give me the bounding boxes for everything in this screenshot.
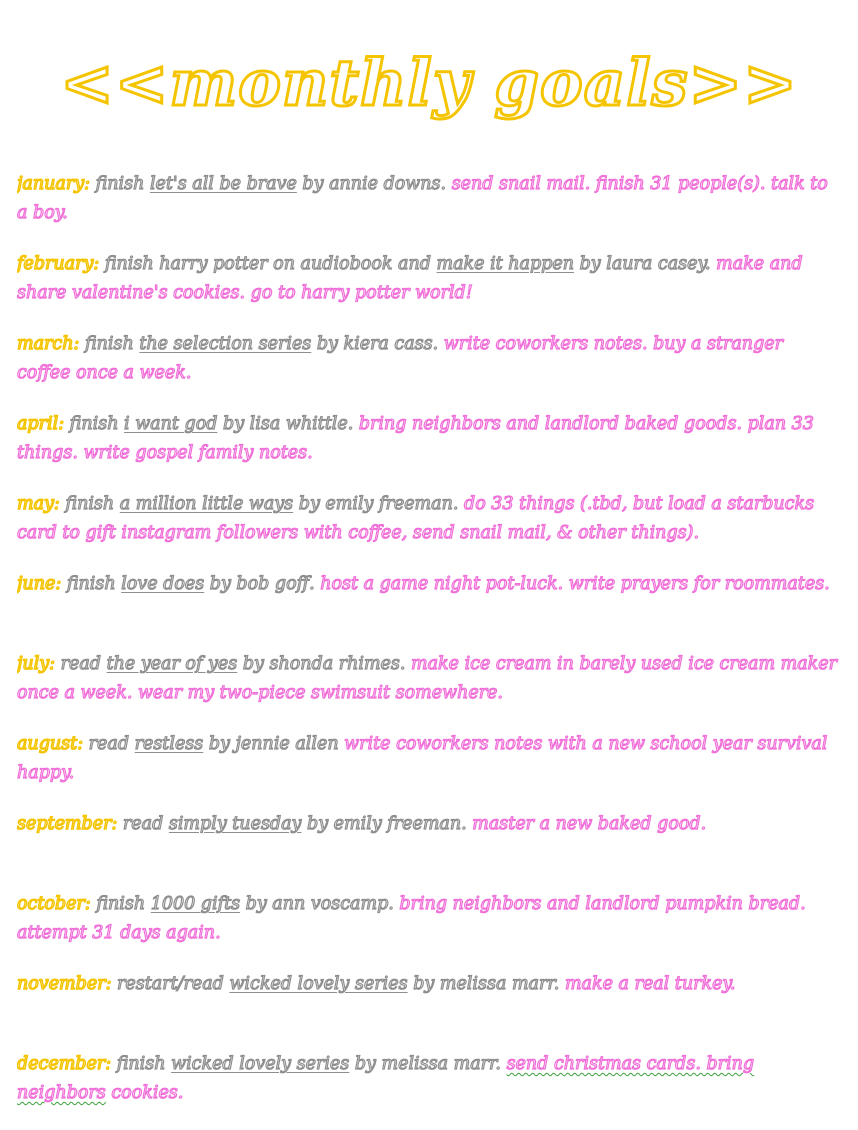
month-goals: host a game night pot-luck. write prayers for roommates. [320, 574, 830, 594]
month-entry-june [17, 570, 839, 650]
month-goals: master a new baked good. [472, 814, 707, 834]
reading-prefix: finish harry potter on audiobook and [104, 254, 431, 274]
month-label: march: [17, 334, 80, 354]
month-label: july: [17, 654, 56, 674]
month-entry-january [17, 170, 839, 250]
month-goals: bring neighbors and landlord baked goods. plan 33 things. write gospel family notes. [17, 414, 814, 463]
book-title: 1000 gifts [150, 894, 241, 914]
reading-prefix: read [60, 654, 102, 674]
book-title: wicked lovely series [229, 974, 408, 994]
month-goals: cookies. [111, 1083, 184, 1103]
month-goals: make ice cream in barely used ice cream maker once a week. wear my two-piece swimsuit somewhere. [17, 654, 838, 703]
month-entry-november [17, 970, 839, 1050]
book-title: let's all be brave [149, 174, 297, 194]
book-title: wicked lovely series [171, 1054, 350, 1074]
book-author: by laura casey. [579, 254, 711, 274]
book-author: by melissa marr. [413, 974, 560, 994]
reading-prefix: read [122, 814, 164, 834]
month-entry-march [17, 330, 839, 410]
month-label: april: [17, 414, 65, 434]
month-goals: bring neighbors and landlord pumpkin bread. attempt 31 days again. [17, 894, 806, 943]
book-author: by annie downs. [302, 174, 447, 194]
month-goals: write coworkers notes with a new school year survival happy. [17, 734, 828, 783]
book-author: by emily freeman. [298, 494, 459, 514]
reading-prefix: finish [65, 494, 115, 514]
reading-prefix: finish [95, 174, 145, 194]
month-goals: do 33 things (.tbd, but load a starbucks card to gift instagram followers with coffee, send snail mail, & other things). [17, 494, 815, 543]
book-title: simply tuesday [168, 814, 302, 834]
month-goals: make and share valentine's cookies. go to harry potter world! [17, 254, 803, 303]
month-entry-august [17, 730, 839, 810]
reading-prefix: read [88, 734, 130, 754]
month-label: october: [17, 894, 91, 914]
month-label: may: [17, 494, 60, 514]
book-title: love does [121, 574, 205, 594]
book-title: a million little ways [119, 494, 294, 514]
book-author: by kiera cass. [316, 334, 439, 354]
reading-prefix: finish [69, 414, 119, 434]
month-label: november: [17, 974, 112, 994]
book-title: make it happen [436, 254, 574, 274]
book-title: the selection series [139, 334, 312, 354]
monthly-goals-list [17, 170, 839, 1130]
book-title: the year of yes [106, 654, 238, 674]
month-label: august: [17, 734, 84, 754]
month-label: february: [17, 254, 100, 274]
reading-prefix: finish [96, 894, 146, 914]
reading-prefix: finish [116, 1054, 166, 1074]
month-goals: make a real turkey. [564, 974, 736, 994]
month-label: september: [17, 814, 118, 834]
page-title: <<monthly goals>> [60, 46, 798, 121]
month-entry-september [17, 810, 839, 890]
reading-prefix: finish [66, 574, 116, 594]
month-entry-december [17, 1050, 839, 1130]
month-goals-spellcheck-marked: send christmas cards. bring neighbors [17, 1054, 755, 1103]
book-author: by bob goff. [209, 574, 315, 594]
book-author: by emily freeman. [307, 814, 467, 834]
reading-prefix: restart/read [117, 974, 224, 994]
month-label: december: [17, 1054, 112, 1074]
book-author: by ann voscamp. [245, 894, 394, 914]
month-label: january: [17, 174, 90, 194]
month-entry-february [17, 250, 839, 330]
month-entry-october [17, 890, 839, 970]
month-entry-may [17, 490, 839, 570]
month-entry-april [17, 410, 839, 490]
month-goals: write coworkers notes. buy a stranger coffee once a week. [17, 334, 783, 383]
book-title: i want god [124, 414, 218, 434]
book-title: restless [134, 734, 204, 754]
book-author: by melissa marr. [354, 1054, 501, 1074]
book-author: by lisa whittle. [223, 414, 354, 434]
book-author: by shonda rhimes. [242, 654, 406, 674]
month-goals: send snail mail. finish 31 people(s). talk to a boy. [17, 174, 828, 223]
month-entry-july [17, 650, 839, 730]
book-author: by jennie allen [208, 734, 339, 754]
reading-prefix: finish [84, 334, 134, 354]
month-label: june: [17, 574, 62, 594]
